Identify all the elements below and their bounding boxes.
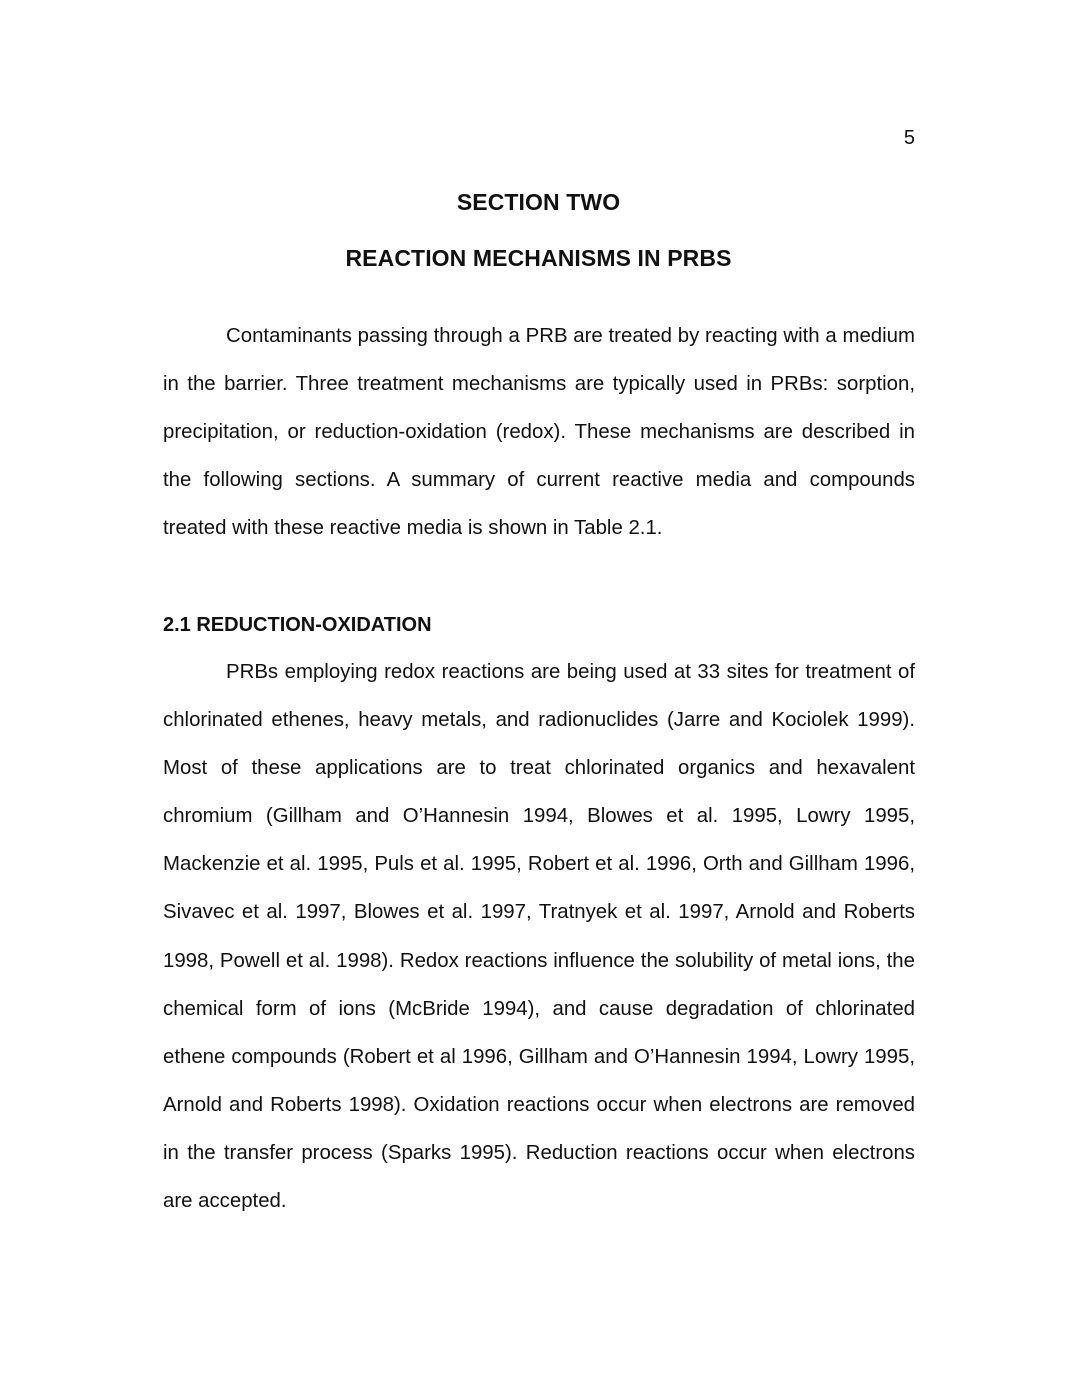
subsection-paragraph: PRBs employing redox reactions are being used at 33 sites for treatment of chlorinated ethenes, heavy metals, and radionuclides (Jarre and Kociolek 1999). Most of these applications are to treat chlorinated organics and hexavalent chromium (Gillham and O’Hannesin 1994, Blowes et al. 1995, Lowry 1995, Mackenzie et al. 1995, Puls et al. 1995, Robert et al. 1996, Orth and Gillham 1996, Sivavec et al. 1997, Blowes et al. 1997, Tratnyek et al. 1997, Arnold and Roberts 1998, Powell et al. 1998). Redox reactions influence the solubility of metal ions, the chemical form of ions (McBride 1994), and cause degradation of chlorinated ethene compounds (Robert et al 1996, Gillham and O’Hannesin 1994, Lowry 1995, Arnold and Roberts 1998). Oxidation reactions occur when electrons are removed in the transfer process (Sparks 1995). Reduction reactions occur when electrons are accepted. <box>163 661 915 1213</box>
subsection-heading: 2.1 REDUCTION-OXIDATION <box>163 614 432 636</box>
page-number: 5 <box>903 127 915 149</box>
intro-paragraph: Contaminants passing through a PRB are treated by reacting with a medium in the barrier. Three treatment mechanisms are typically used in PRBs: sorption, precipitation, or reduction-oxidation (redox). These mechanisms are described in the following sections. A summary of current reactive media and compounds treated with these reactive media is shown in Table 2.1. <box>163 325 915 540</box>
section-title: REACTION MECHANISMS IN PRBS <box>345 245 732 271</box>
section-label: SECTION TWO <box>456 189 621 215</box>
